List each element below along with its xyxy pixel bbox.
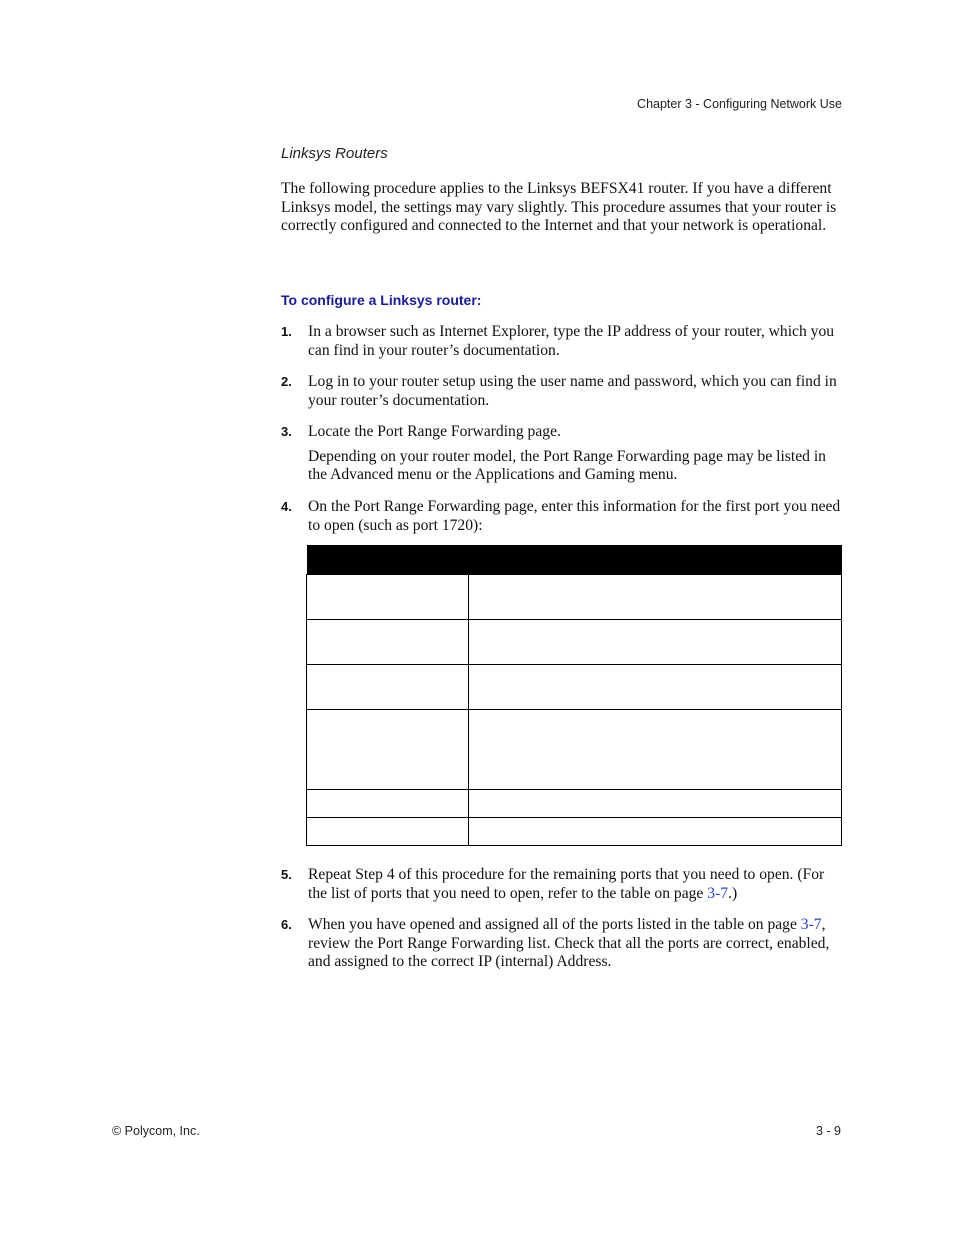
table-header-cell xyxy=(469,545,842,575)
page-link[interactable]: 3-7 xyxy=(707,884,729,902)
footer-page-number: 3 - 9 xyxy=(815,1124,841,1138)
table-cell xyxy=(307,665,469,710)
step-text: On the Port Range Forwarding page, enter this information for the first port you need to open (such as port 1720): xyxy=(308,498,841,534)
table-cell xyxy=(307,710,469,790)
table-cell xyxy=(469,665,842,710)
step-note: Depending on your router model, the Port Range Forwarding page may be listed in the Advanced menu or the Applications and Gaming menu. xyxy=(308,447,826,484)
step-number: 2. xyxy=(281,374,292,389)
table-cell xyxy=(307,575,469,620)
table-row xyxy=(307,710,842,790)
table-cell xyxy=(307,790,469,818)
step-text-after: .) xyxy=(728,884,738,902)
step-number: 3. xyxy=(281,424,292,439)
step-number: 4. xyxy=(281,499,292,514)
step-number: 1. xyxy=(281,324,292,339)
table-header-cell xyxy=(307,545,469,575)
step-text-after: , review the Port Range Forwarding list. Check that all the ports are correct, enabled, and assigned to the correct IP (internal) Address. xyxy=(308,916,830,971)
intro-paragraph: The following procedure applies to the Linksys BEFSX41 router. If you have a different Linksys model, the settings may vary slightly. This procedure assumes that your router is correctly configured and connected to the Internet and that your network is operational. xyxy=(281,180,837,235)
step-text xyxy=(308,916,842,972)
table-row xyxy=(307,575,842,620)
table-cell xyxy=(469,575,842,620)
port-forwarding-table xyxy=(306,545,842,846)
step-3 xyxy=(281,423,842,485)
table-header-row xyxy=(307,545,842,575)
table-cell xyxy=(469,710,842,790)
step-text xyxy=(308,866,842,903)
step-number: 6. xyxy=(281,917,292,932)
table-cell xyxy=(469,790,842,818)
table-row xyxy=(307,818,842,846)
step-1 xyxy=(281,323,842,360)
footer-copyright: © Polycom, Inc. xyxy=(112,1124,200,1138)
table-row xyxy=(307,790,842,818)
table-cell xyxy=(307,620,469,665)
step-6 xyxy=(281,916,842,972)
table-cell xyxy=(469,620,842,665)
table-cell xyxy=(307,818,469,846)
table-row xyxy=(307,620,842,665)
step-5 xyxy=(281,866,842,903)
step-text-before: When you have opened and assigned all of the ports listed in the table on page xyxy=(308,916,801,933)
table-row xyxy=(307,665,842,710)
procedure-heading: To configure a Linksys router: xyxy=(281,292,482,308)
step-text-before: Repeat Step 4 of this procedure for the remaining ports that you need to open. (For the list of ports that you need to open, refer to the table on page xyxy=(308,866,825,902)
step-4 xyxy=(281,498,842,535)
step-text: Locate the Port Range Forwarding page. xyxy=(308,423,561,440)
page-link[interactable]: 3-7 xyxy=(800,916,822,933)
step-number: 5. xyxy=(281,867,292,882)
step-text: In a browser such as Internet Explorer, type the IP address of your router, which you can find in your router’s documentation. xyxy=(308,323,835,359)
table-cell xyxy=(469,818,842,846)
section-title: Linksys Routers xyxy=(281,145,388,162)
step-2 xyxy=(281,373,842,410)
running-head: Chapter 3 - Configuring Network Use xyxy=(637,97,842,111)
step-text: Log in to your router setup using the user name and password, which you can find in your router’s documentation. xyxy=(308,373,837,409)
